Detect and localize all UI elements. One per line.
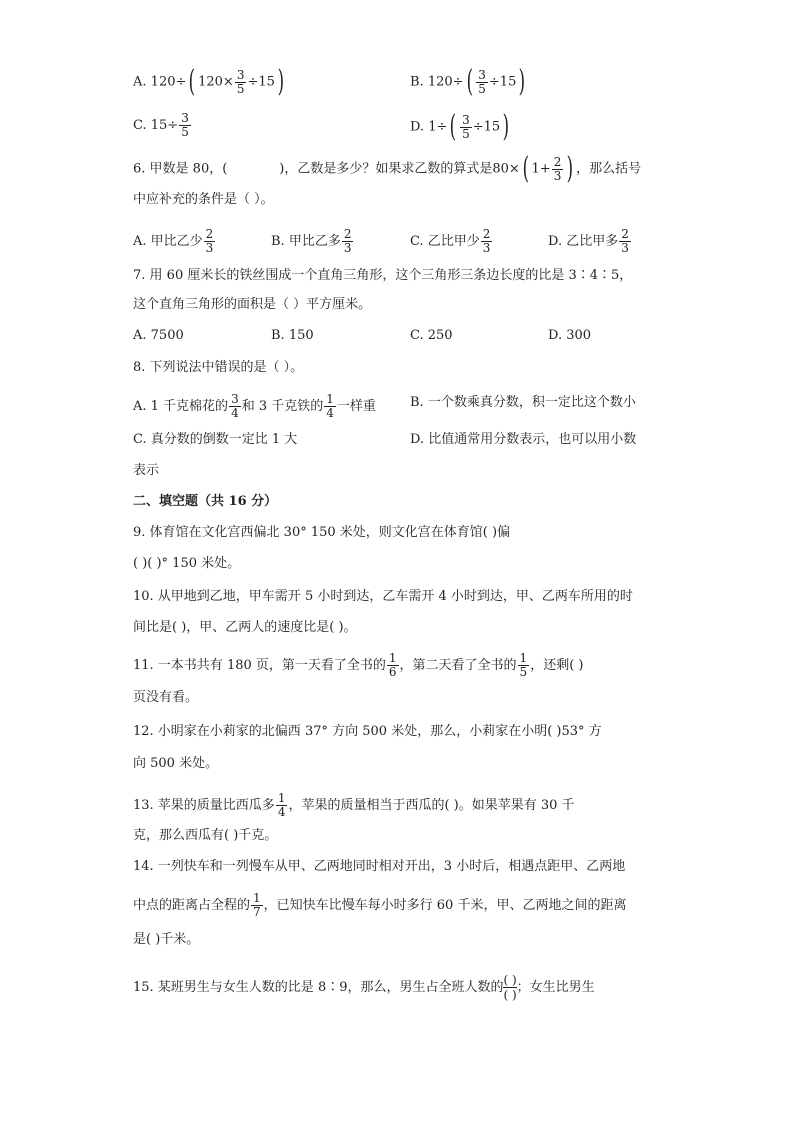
q10-line1: 10. 从甲地到乙地，甲车需开 5 小时到达，乙车需开 4 小时到达，甲、乙两车所用的时 xyxy=(133,589,633,604)
q7-stem-line1: 7. 用 60 厘米长的铁丝围成一个直角三角形，这个三角形三条边长度的比是 3∶4∶5， xyxy=(133,268,633,283)
q8-option-d-continued: 表示 xyxy=(133,463,160,478)
q6-option-b: B. 甲比乙多 $\frac{2}{3}$ xyxy=(271,227,352,255)
blank-fraction: $\frac{( )}{( )}$ xyxy=(503,973,517,1002)
q13-line1: 13. 苹果的质量比西瓜多 $\frac{1}{4}$ ，苹果的质量相当于西瓜的( )。如果苹果有 30 千 xyxy=(133,791,575,819)
q12-line1: 12. 小明家在小莉家的北偏西 37° 方向 500 米处，那么，小莉家在小明( )53° 方 xyxy=(133,724,602,739)
q8-option-c: C. 真分数的倒数一定比 1 大 xyxy=(133,432,298,447)
q14-line2: 中点的距离占全程的 $\frac{1}{7}$ ，已知快车比慢车每小时多行 60 千米，甲、乙两地之间的距离 xyxy=(133,891,627,919)
q8-option-d: D. 比值通常用分数表示，也可以用小数 xyxy=(410,432,637,447)
q8-option-b: B. 一个数乘真分数，积一定比这个数小 xyxy=(410,395,636,410)
q9-line1: 9. 体育馆在文化宫西偏北 30° 150 米处，则文化宫在体育馆( )偏 xyxy=(133,525,511,540)
q6-stem-line1: 6. 甲数是 80，( )，乙数是多少？如果求乙数的算式是80×( 1+ $\frac{2}{3}$ ) ，那么括号 xyxy=(133,151,642,186)
q9-line2: ( )( )° 150 米处。 xyxy=(133,556,241,571)
q6-option-a: A. 甲比乙少 $\frac{2}{3}$ xyxy=(133,227,214,255)
q14-line1: 14. 一列快车和一列慢车从甲、乙两地同时相对开出，3 小时后，相遇点距甲、乙两地 xyxy=(133,859,626,874)
q7-option-a: A. 7500 xyxy=(133,328,184,343)
q7-option-b: B. 150 xyxy=(271,328,314,343)
q13-line2: 克，那么西瓜有( )千克。 xyxy=(133,828,278,843)
q11-line1: 11. 一本书共有 180 页，第一天看了全书的 $\frac{1}{6}$ ，第二天看了全书的 $\frac{1}{5}$ ，还剩( ) xyxy=(133,651,584,679)
q5-option-b: B. 120÷( $\frac{3}{5}$ ÷15) xyxy=(410,64,526,99)
q11-line2: 页没有看。 xyxy=(133,690,199,705)
q8-stem: 8. 下列说法中错误的是（ ）。 xyxy=(133,360,304,375)
q5-option-a: A. 120÷( 120× $\frac{3}{5}$ ÷15) xyxy=(133,64,284,99)
q6-stem-line2: 中应补充的条件是（ ）。 xyxy=(133,192,274,207)
q6-option-d: D. 乙比甲多 $\frac{2}{3}$ xyxy=(548,227,629,255)
q12-line2: 向 500 米处。 xyxy=(133,756,219,771)
q7-stem-line2: 这个直角三角形的面积是（ ）平方厘米。 xyxy=(133,297,372,312)
q6-option-c: C. 乙比甲少 $\frac{2}{3}$ xyxy=(410,227,491,255)
q7-option-d: D. 300 xyxy=(548,328,592,343)
q10-line2: 间比是( )，甲、乙两人的速度比是( )。 xyxy=(133,620,357,635)
section-title-fill-in: 二、填空题（共 16 分） xyxy=(133,494,278,509)
q8-option-a: A. 1 千克棉花的 $\frac{3}{4}$ 和 3 千克铁的 $\frac{1}{4}$ 一样重 xyxy=(133,392,376,420)
q5-option-c: C. 15÷ $\frac{3}{5}$ xyxy=(133,111,189,139)
q5-option-d: D. 1÷( $\frac{3}{5}$ ÷15) xyxy=(410,109,510,144)
q14-line3: 是( )千米。 xyxy=(133,932,200,947)
q7-option-c: C. 250 xyxy=(410,328,453,343)
q15-line1: 15. 某班男生与女生人数的比是 8∶9，那么，男生占全班人数的 $\frac{( )}{( )}$ ；女生比男生 xyxy=(133,973,595,1002)
